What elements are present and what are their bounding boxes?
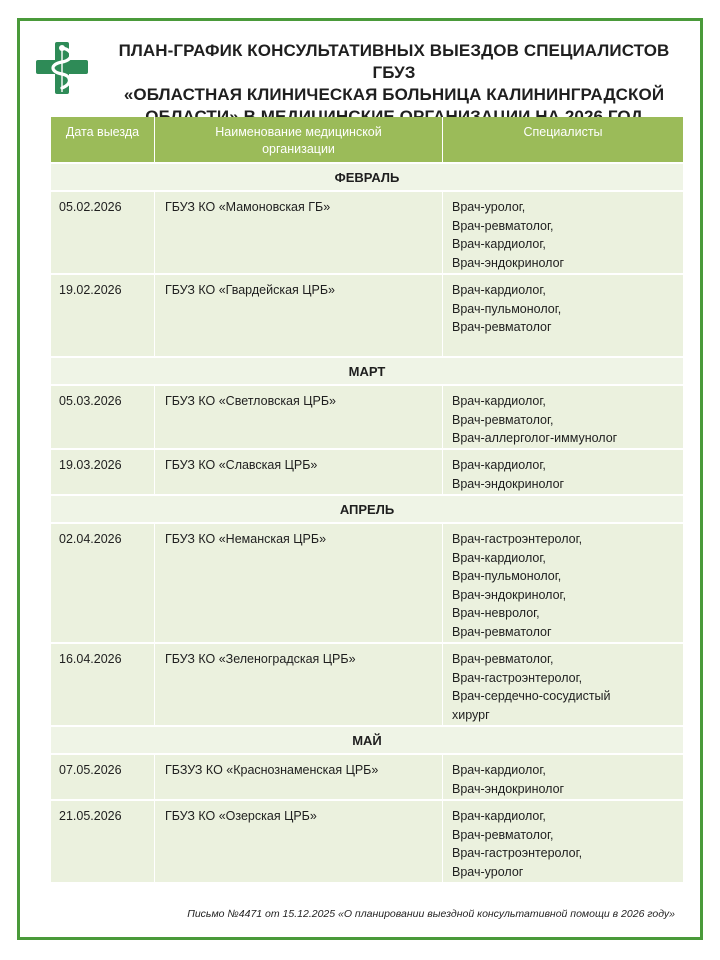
table-row xyxy=(51,384,683,448)
visit-date: 07.05.2026 xyxy=(51,755,155,799)
month-row: ФЕВРАЛЬ xyxy=(51,162,683,190)
table-row xyxy=(51,190,683,273)
title-line: ПЛАН-ГРАФИК КОНСУЛЬТАТИВНЫХ ВЫЕЗДОВ СПЕЦИАЛИСТОВ ГБУЗ xyxy=(118,41,670,82)
footnote: Письмо №4471 от 15.12.2025 «О планировании выездной консультативной помощи в 2026 году» xyxy=(187,908,675,920)
specialist-item: Врач-пульмонолог, xyxy=(452,569,562,583)
table-row xyxy=(51,448,683,494)
specialist-item: Врач-эндокринолог xyxy=(452,781,565,796)
organization-name: ГБУЗ КО «Зеленоградская ЦРБ» xyxy=(155,644,443,725)
specialist-item: Врач-кардиолог, xyxy=(452,763,546,777)
specialist-item: Врач-кардиолог, xyxy=(452,550,546,565)
specialist-item: Врач-кардиолог, xyxy=(452,237,546,251)
visit-date: 02.04.2026 xyxy=(51,524,155,642)
schedule-table xyxy=(51,117,683,882)
header-organization xyxy=(155,117,443,162)
organization-name: ГБУЗ КО «Озерская ЦРБ» xyxy=(155,801,443,882)
specialist-item: Врач-гастроэнтеролог, xyxy=(452,532,583,546)
visit-date: 16.04.2026 xyxy=(51,644,155,725)
medical-cross-snake-icon xyxy=(34,40,90,96)
table-row xyxy=(51,642,683,725)
specialist-item: хирург xyxy=(452,707,490,722)
specialist-item: Врач-гастроэнтеролог, xyxy=(452,846,583,860)
header-org-line: Наименование медицинской xyxy=(215,125,382,139)
specialist-item: Врач-кардиолог, xyxy=(452,458,546,472)
header-org-line: организации xyxy=(262,142,335,156)
table-row xyxy=(51,799,683,882)
table-body xyxy=(51,162,683,882)
specialists-list xyxy=(443,192,683,273)
specialist-item: Врач-уролог xyxy=(452,864,524,879)
table-row xyxy=(51,522,683,642)
organization-name: ГБУЗ КО «Славская ЦРБ» xyxy=(155,450,443,494)
specialist-item: Врач-эндокринолог, xyxy=(452,587,567,602)
specialist-item: Врач-кардиолог, xyxy=(452,809,546,823)
specialist-item: Врач-кардиолог, xyxy=(452,394,546,408)
organization-name: ГБУЗ КО «Гвардейская ЦРБ» xyxy=(155,275,443,356)
specialist-item: Врач-ревматолог, xyxy=(452,218,554,233)
header-date: Дата выезда xyxy=(51,117,155,162)
organization-name: ГБУЗ КО «Неманская ЦРБ» xyxy=(155,524,443,642)
month-row: МАЙ xyxy=(51,725,683,753)
visit-date: 05.02.2026 xyxy=(51,192,155,273)
specialists-list xyxy=(443,386,683,448)
specialist-item: Врач-эндокринолог xyxy=(452,255,565,270)
month-row: МАРТ xyxy=(51,356,683,384)
specialist-item: Врач-ревматолог, xyxy=(452,827,554,842)
specialist-item: Врач-пульмонолог, xyxy=(452,301,562,316)
organization-name: ГБУЗ КО «Мамоновская ГБ» xyxy=(155,192,443,273)
specialists-list xyxy=(443,275,683,356)
specialist-item: Врач-аллерголог-иммунолог xyxy=(452,431,618,445)
specialists-list xyxy=(443,524,683,642)
table-header xyxy=(51,117,683,162)
specialist-item: Врач-уролог, xyxy=(452,200,526,214)
organization-name: ГБУЗ КО «Светловская ЦРБ» xyxy=(155,386,443,448)
visit-date: 19.02.2026 xyxy=(51,275,155,356)
specialist-item: Врач-ревматолог, xyxy=(452,652,554,666)
page-title xyxy=(100,40,688,128)
visit-date: 19.03.2026 xyxy=(51,450,155,494)
specialists-list xyxy=(443,644,683,725)
specialists-list xyxy=(443,450,683,494)
specialist-item: Врач-ревматолог xyxy=(452,624,552,639)
visit-date: 21.05.2026 xyxy=(51,801,155,882)
header-specialists: Специалисты xyxy=(523,125,603,139)
organization-name: ГБЗУЗ КО «Краснознаменская ЦРБ» xyxy=(155,755,443,799)
specialist-item: Врач-эндокринолог xyxy=(452,476,565,491)
specialist-item: Врач-кардиолог, xyxy=(452,283,546,297)
title-line: «ОБЛАСТНАЯ КЛИНИЧЕСКАЯ БОЛЬНИЦА КАЛИНИНГРАДСКОЙ xyxy=(123,85,665,104)
specialists-list xyxy=(443,755,683,799)
specialist-item: Врач-гастроэнтеролог, xyxy=(452,670,583,685)
specialist-item: Врач-сердечно-сосудистый xyxy=(452,689,611,703)
table-row xyxy=(51,273,683,356)
specialist-item: Врач-ревматолог, xyxy=(452,412,554,427)
specialist-item: Врач-невролог, xyxy=(452,606,540,620)
specialists-list xyxy=(443,801,683,882)
specialist-item: Врач-ревматолог xyxy=(452,320,552,334)
visit-date: 05.03.2026 xyxy=(51,386,155,448)
month-row: АПРЕЛЬ xyxy=(51,494,683,522)
table-row xyxy=(51,753,683,799)
